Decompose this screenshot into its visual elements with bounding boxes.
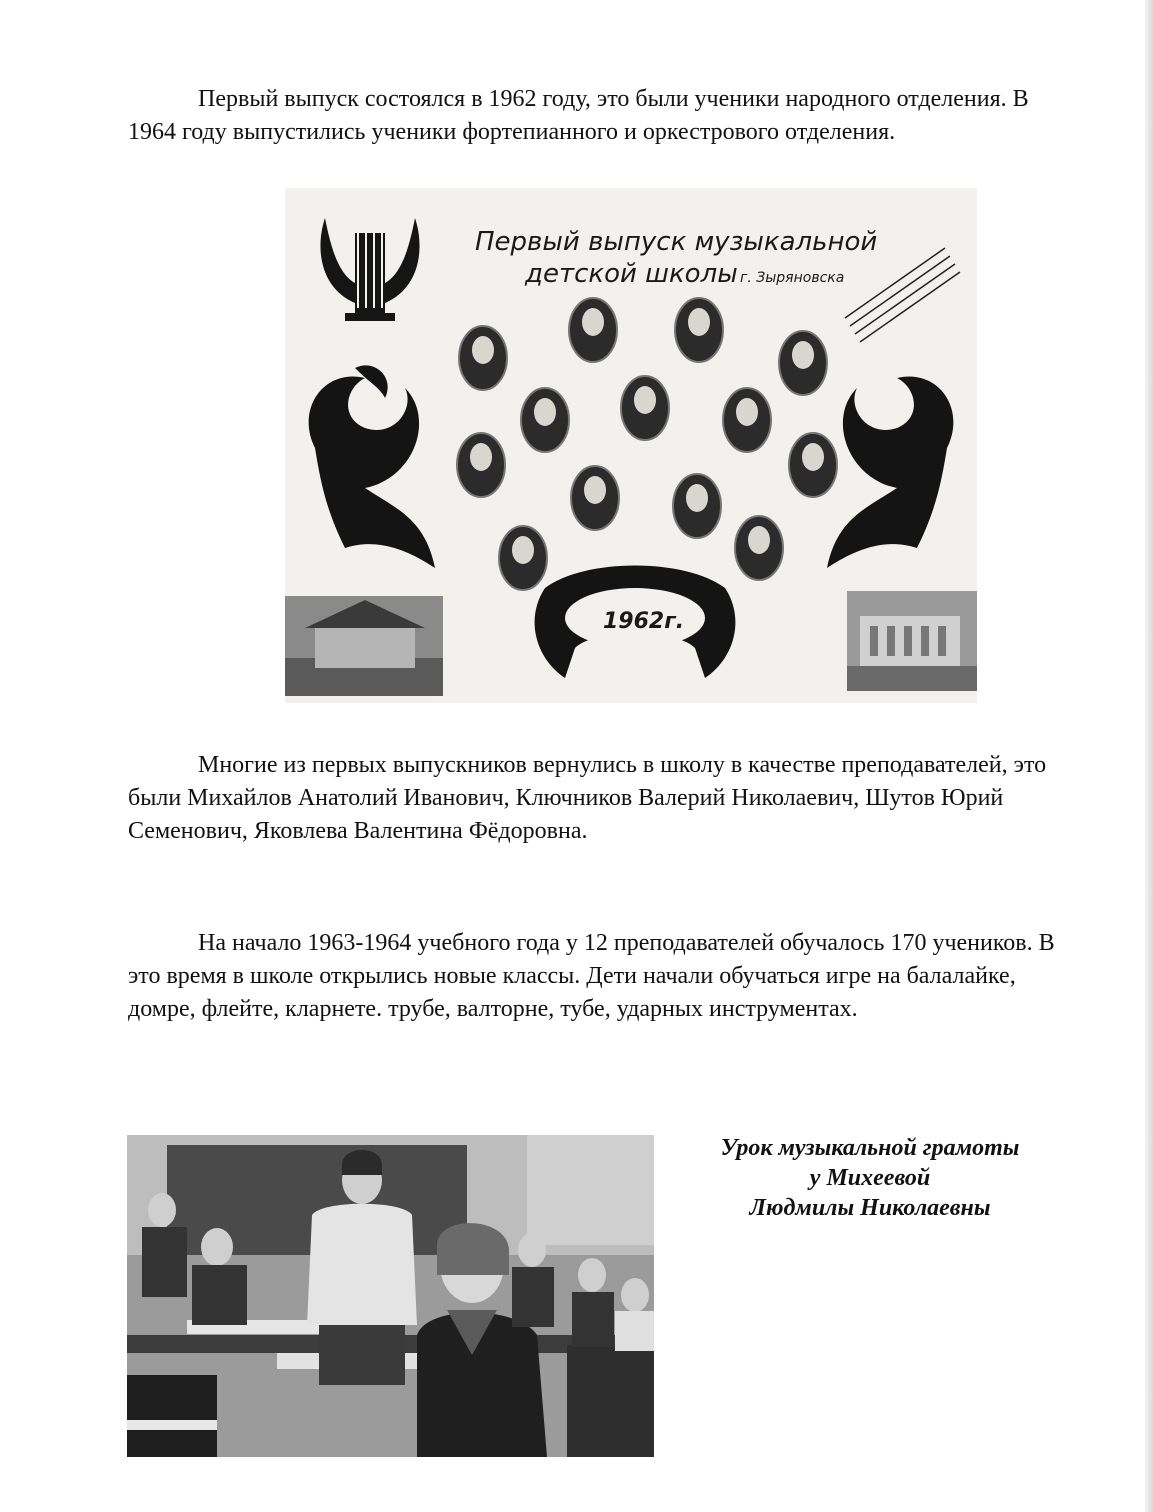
- collage-heading-line1: Первый выпуск музыкальной: [475, 227, 878, 257]
- page-edge: [1145, 0, 1153, 1512]
- classroom-photo-caption: [680, 1133, 1060, 1223]
- caption-line1: Урок музыкальной грамоты: [720, 1135, 1020, 1161]
- graduates-collage-photo: [285, 188, 977, 703]
- caption-line3: Людмилы Николаевны: [749, 1195, 991, 1221]
- collage-heading-line2: детской школы: [525, 259, 738, 289]
- caption-line2: у Михеевой: [809, 1165, 931, 1191]
- paragraph-first-graduation: Первый выпуск состоялся в 1962 году, это были ученики народного отделения. В 1964 году выпустились ученики фортепианного и оркестрового отделения.: [128, 86, 1029, 145]
- school-building-photo-left: [285, 596, 443, 696]
- collage-heading-city: г. Зыряновска: [740, 270, 845, 286]
- paragraph-graduates-returned: Многие из первых выпускников вернулись в школу в качестве преподавателей, это были Михайлов Анатолий Иванович, Ключников Валерий Николаевич, Шутов Юрий Семенович, Яковлева Валентина Фёдоровна.: [128, 752, 1047, 844]
- classroom-lesson-photo: [127, 1135, 654, 1457]
- collage-year: 1962г.: [603, 609, 685, 634]
- paragraph-new-classes: На начало 1963-1964 учебного года у 12 преподавателей обучалось 170 учеников. В это время в школе открылись новые классы. Дети начали обучаться игре на балалайке, домре, флейте, кларнете. трубе, валторне, тубе, ударных инструментах.: [128, 930, 1055, 1022]
- school-building-photo-right: [847, 591, 977, 691]
